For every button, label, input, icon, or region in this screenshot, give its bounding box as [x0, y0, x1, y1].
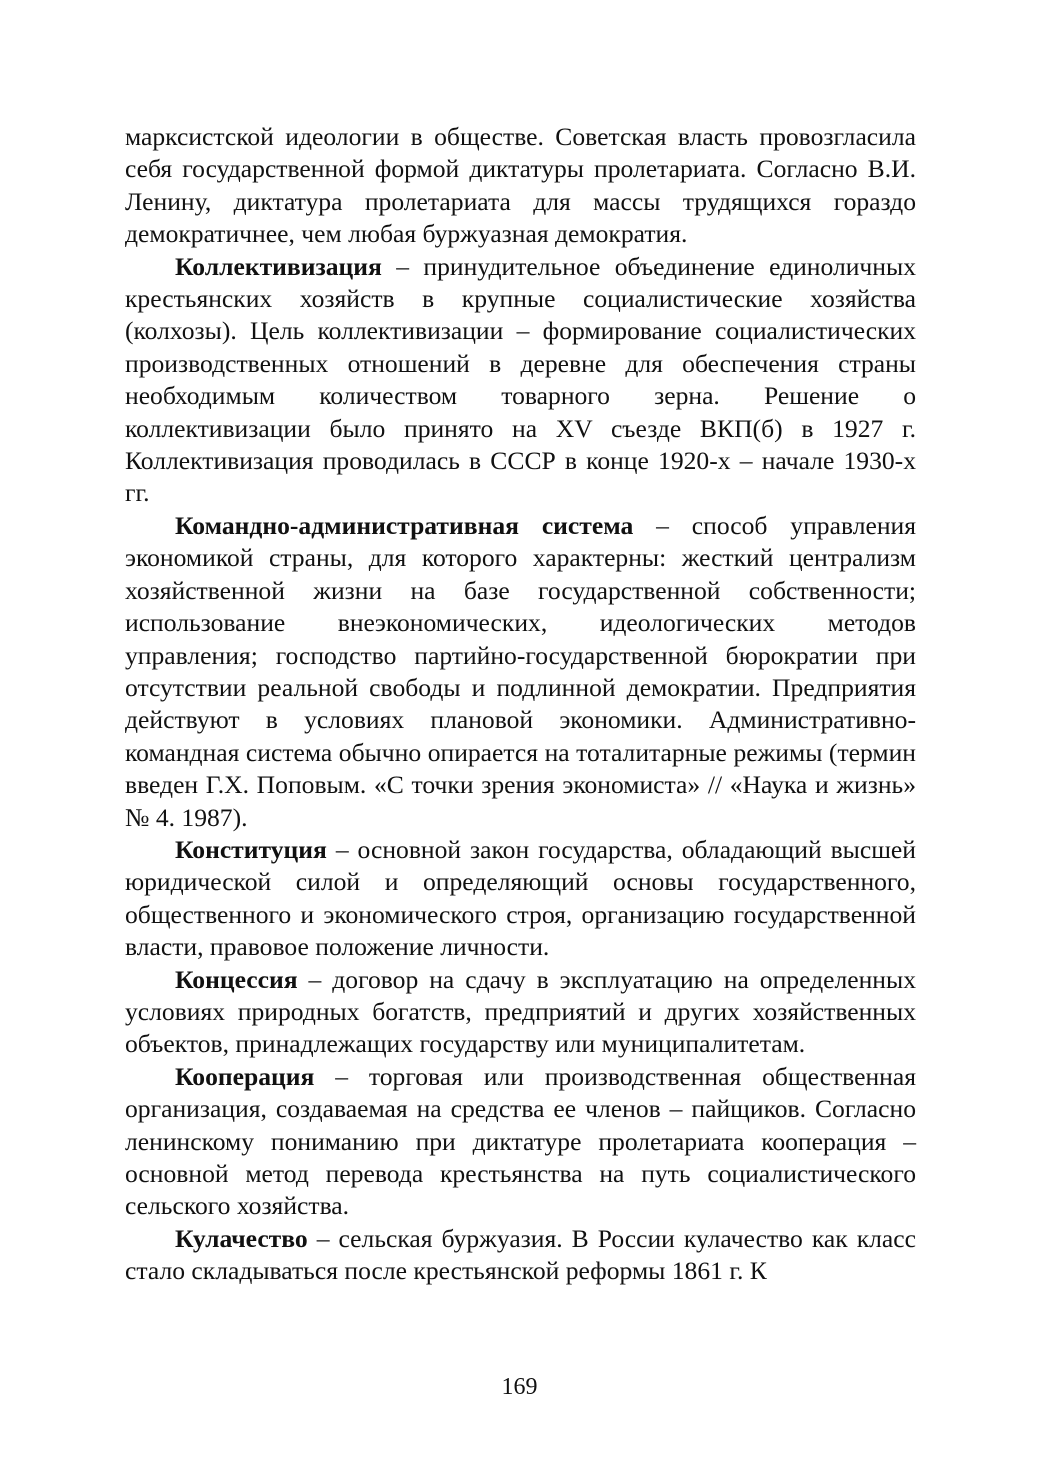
term-heading: Конституция	[175, 834, 327, 864]
definition-text: – способ управления экономикой страны, для которого характерны: жесткий централизм хозяйственной жизни на базе государственной собственности; использование внеэкономических, идеологических методов управления; господство партийно-государственной бюрократии при отсутствии реальной свободы и подлинной демократии. Предприятия действуют в условиях плановой экономики. Административно-командная система обычно опирается на тоталитарные режимы (термин введен Г.Х. Поповым. «С точки зрения экономиста» // «Наука и жизнь» № 4. 1987).	[125, 510, 916, 832]
term-heading: Концессия	[175, 964, 298, 994]
definition-text: – договор на сдачу в эксплуатацию на определенных условиях природных богатств, предприятий и других хозяйственных объектов, принадлежащих государству или муниципалитетам.	[125, 964, 916, 1059]
definition-command-system	[125, 510, 916, 834]
term-heading: Коллективизация	[175, 251, 382, 281]
definition-text: – основной закон государства, обладающий высшей юридической силой и определяющий основы государственного, общественного и экономического строя, организацию государственной власти, правовое положение личности.	[125, 834, 916, 962]
term-heading: Командно-административная система	[175, 510, 634, 540]
definition-text: – принудительное объединение единоличных крестьянских хозяйств в крупные социалистические хозяйства (колхозы). Цель коллективизации – формирование социалистических производственных отношений в деревне для обеспечения страны необходимым количеством товарного зерна. Решение о коллективизации было принято на XV съезде ВКП(б) в 1927 г. Коллективизация проводилась в СССР в конце 1920-х – начале 1930-х гг.	[125, 251, 916, 508]
definition-text: – торговая или производственная общественная организация, создаваемая на средства ее членов – пайщиков. Согласно ленинскому пониманию при диктатуре пролетариата кооперация – основной метод перевода крестьянства на путь социалистического сельского хозяйства.	[125, 1061, 916, 1221]
definition-concession	[125, 964, 916, 1061]
paragraph-continuation	[125, 121, 916, 251]
definition-constitution	[125, 834, 916, 964]
definition-kulaks	[125, 1223, 916, 1288]
definition-text: – сельская буржуазия. В России кулачество как класс стало складываться после крестьянской реформы 1861 г. К	[125, 1223, 916, 1286]
definition-collectivization	[125, 251, 916, 510]
page-number: 169	[501, 1374, 538, 1400]
definition-cooperation	[125, 1061, 916, 1223]
term-heading: Кооперация	[175, 1061, 315, 1091]
term-heading: Кулачество	[175, 1223, 308, 1253]
paragraph-text: марксистской идеологии в обществе. Советская власть провозгласила себя государственной формой диктатуры пролетариата. Согласно В.И. Ленину, диктатура пролетариата для массы трудящихся гораздо демократичнее, чем любая буржуазная демократия.	[125, 122, 916, 249]
page-body	[125, 121, 916, 1288]
